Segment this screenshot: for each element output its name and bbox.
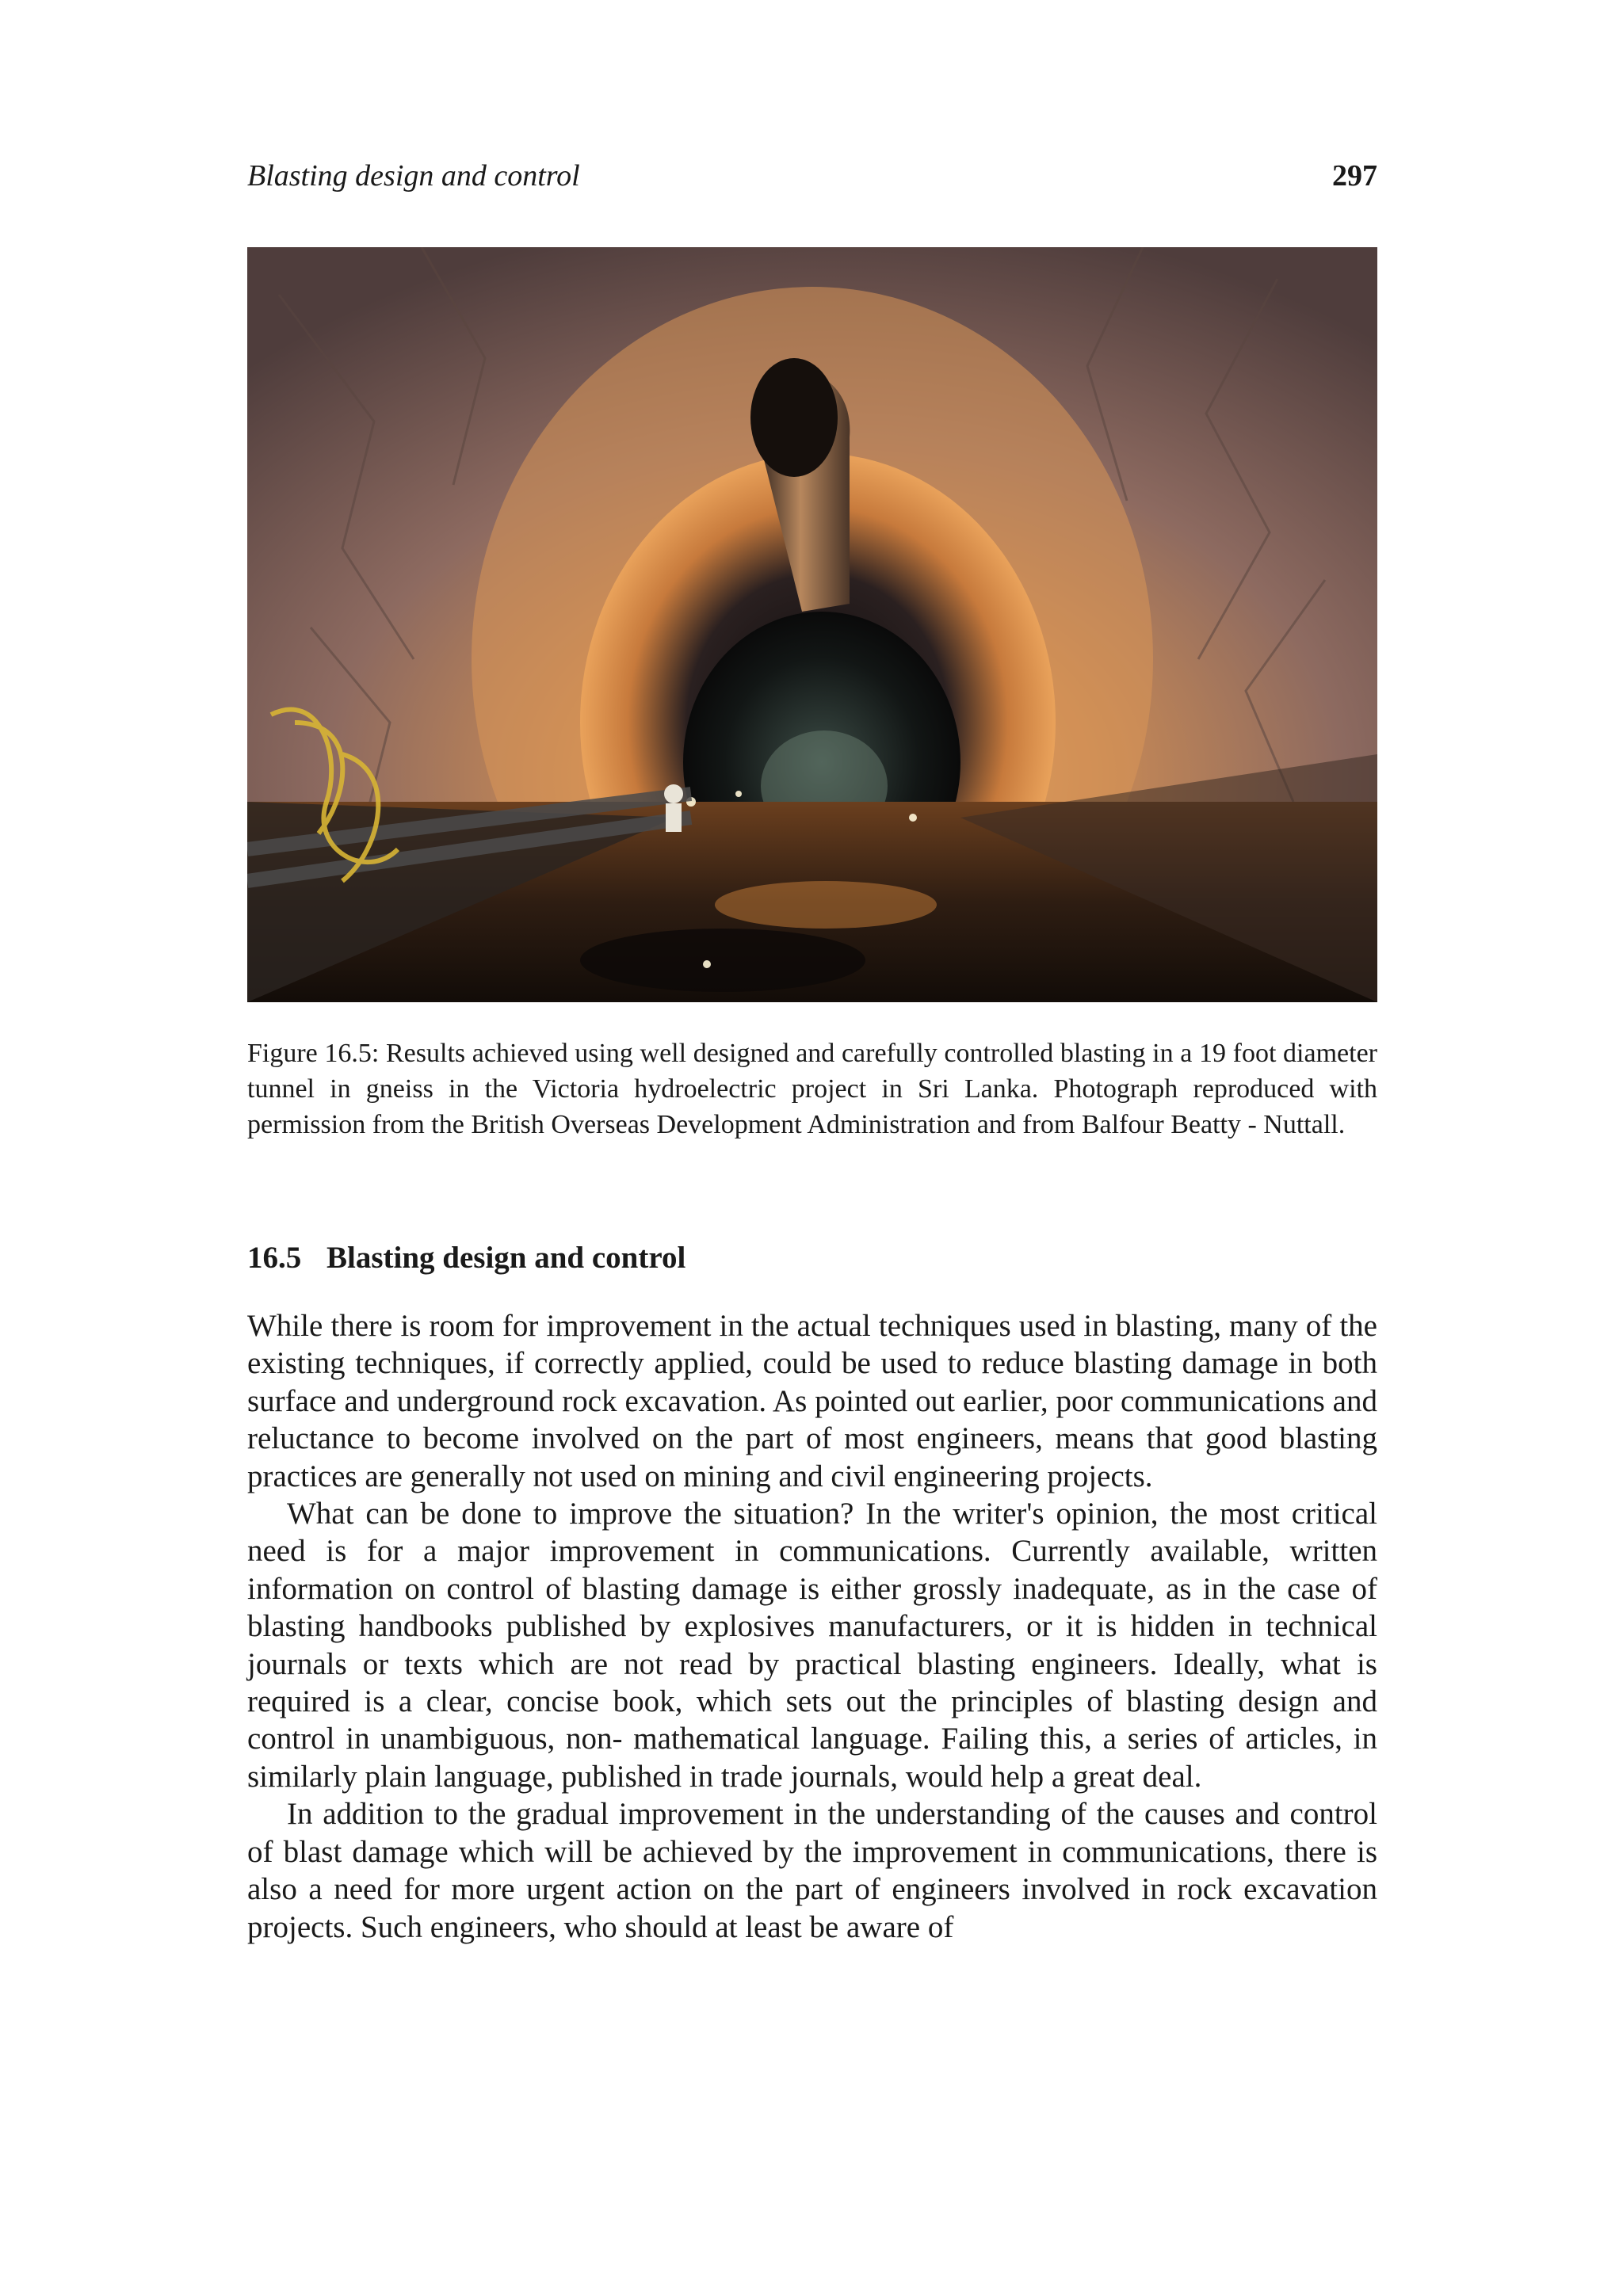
section-number: 16.5 bbox=[247, 1241, 302, 1275]
body-text bbox=[247, 1307, 1377, 1946]
page-number: 297 bbox=[1332, 159, 1377, 193]
figure-caption: Figure 16.5: Results achieved using well designed and carefully controlled blasting in a 19 foot diameter tunnel in gneiss in the Victoria hydroelectric project in Sri Lanka. Photograph reproduced with permission from the British Overseas Development Administration and from Balfour Beatty - Nuttall. bbox=[247, 1039, 1377, 1139]
paragraph: What can be done to improve the situation? In the writer's opinion, the most critical need is for a major improvement in communications. Currently available, written information on control of blasting damage is either grossly inadequate, as in the case of blasting handbooks published by explosives manufacturers, or it is hidden in technical journals or texts which are not read by practical blasting engineers. Ideally, what is required is a clear, concise book, which sets out the principles of blasting design and control in unambiguous, non- mathematical language. Failing this, a series of articles, in similarly plain language, published in trade journals, would help a great deal. bbox=[247, 1497, 1377, 1794]
section-heading bbox=[247, 1238, 1377, 1279]
section-title: Blasting design and control bbox=[327, 1241, 686, 1275]
running-header bbox=[247, 155, 1377, 196]
running-title: Blasting design and control bbox=[247, 159, 580, 193]
tunnel-photograph bbox=[247, 247, 1377, 1002]
paragraph: In addition to the gradual improvement in the understanding of the causes and control of blast damage which will be achieved by the improvement in communications, there is also a need for more urgent action on the part of engineers involved in rock excavation projects. Such engineers, who should at least be aware of bbox=[247, 1797, 1377, 1944]
tunnel-photo-illustration bbox=[247, 247, 1377, 1002]
paragraph: While there is room for improvement in the actual techniques used in blasting, many of the existing techniques, if correctly applied, could be used to reduce blasting damage in both surface and underground rock excavation. As pointed out earlier, poor communications and reluctance to become involved on the part of most engineers, means that good blasting practices are generally not used on mining and civil engineering projects. bbox=[247, 1309, 1377, 1493]
